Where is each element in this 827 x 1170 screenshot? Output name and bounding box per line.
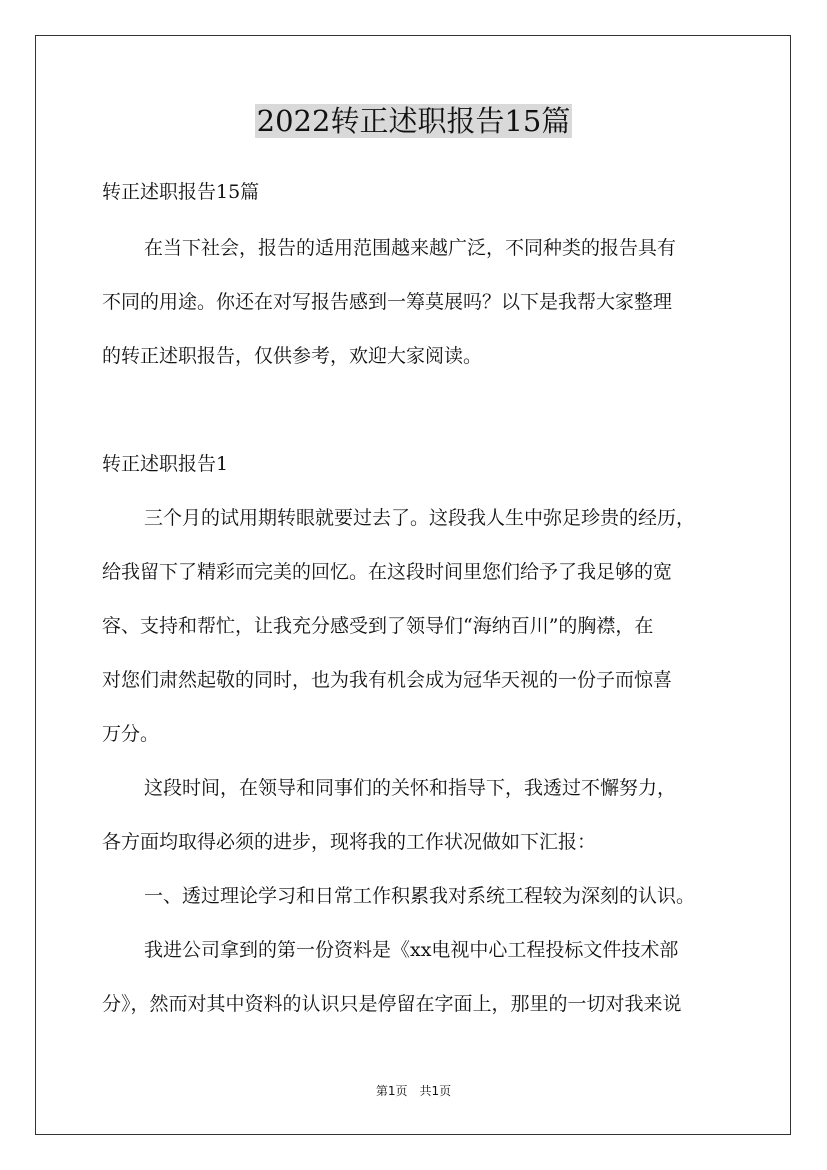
body-paragraph-line: 分》，然而对其中资料的认识只是停留在字面上，那里的一切对我来说 — [102, 993, 682, 1015]
body-paragraph-line: 这段时间，在领导和同事们的关怀和指导下，我透过不懈努力， — [144, 777, 677, 799]
intro-paragraph-line: 在当下社会，报告的适用范围越来越广泛，不同种类的报告具有 — [144, 237, 677, 259]
intro-paragraph-line: 不同的用途。你还在对写报告感到一筹莫展吗？以下是我帮大家整理 — [102, 291, 673, 313]
body-paragraph-line: 对您们肃然起敬的同时，也为我有机会成为冠华天视的一份子而惊喜 — [102, 669, 673, 691]
body-paragraph-line: 一、透过理论学习和日常工作积累我对系统工程较为深刻的认识。 — [144, 885, 696, 907]
subtitle-line: 转正述职报告15篇 — [102, 181, 260, 203]
intro-paragraph-line: 的转正述职报告，仅供参考，欢迎大家阅读。 — [102, 345, 483, 367]
document-title — [0, 98, 827, 144]
section-heading: 转正述职报告1 — [102, 453, 229, 475]
body-paragraph-line: 万分。 — [102, 723, 160, 745]
body-paragraph-line: 三个月的试用期转眼就要过去了。这段我人生中弥足珍贵的经历， — [144, 507, 696, 529]
page-number-footer: 第1页 共1页 — [375, 1084, 452, 1098]
body-paragraph-line: 我进公司拿到的第一份资料是《xx电视中心工程投标文件技术部 — [144, 939, 679, 961]
body-paragraph-line: 各方面均取得必须的进步，现将我的工作状况做如下汇报： — [102, 831, 597, 853]
document-title-text: 2022转正述职报告15篇 — [256, 104, 571, 138]
body-paragraph-line: 容、支持和帮忙，让我充分感受到了领导们“海纳百川”的胸襟，在 — [102, 615, 654, 637]
body-paragraph-line: 给我留下了精彩而完美的回忆。在这段时间里您们给予了我足够的宽 — [102, 561, 673, 583]
